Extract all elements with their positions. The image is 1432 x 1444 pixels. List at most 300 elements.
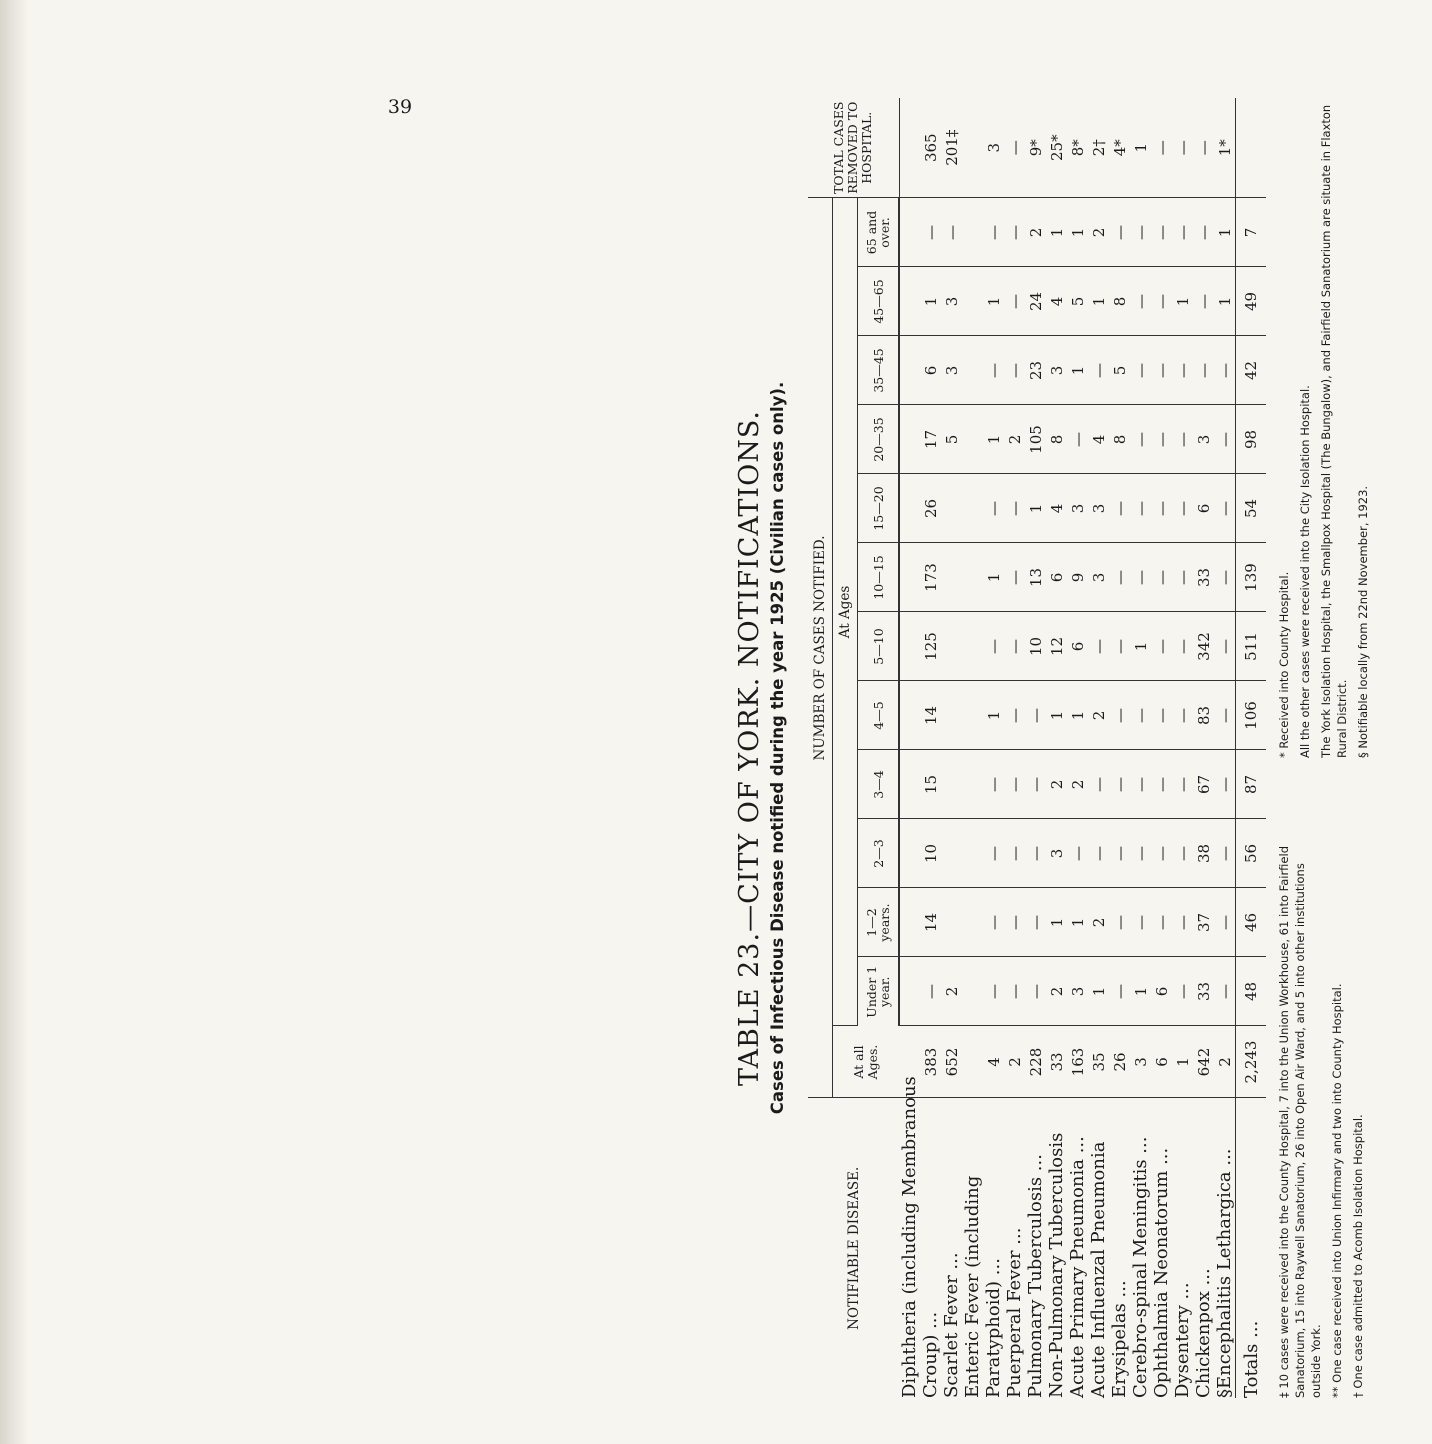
age-band-count: 3 — [1067, 474, 1088, 543]
disease-name: Non-Pulmonary Tuberculosis — [1046, 1098, 1067, 1398]
age-band-count: — — [1130, 336, 1151, 405]
age-band-count: — — [1004, 543, 1025, 612]
age-band-count: 3 — [1046, 336, 1067, 405]
hospital-count: 9* — [1025, 98, 1046, 198]
total-all-ages: 1 — [1172, 1026, 1193, 1098]
age-band-count: 105 — [1025, 405, 1046, 474]
age-band-count: 1 — [1172, 267, 1193, 336]
total-all-ages: 228 — [1025, 1026, 1046, 1098]
age-band-count: — — [1004, 888, 1025, 957]
age-band-count: 8 — [1109, 405, 1130, 474]
age-band-count — [941, 819, 962, 888]
header-age-band: 35—45 — [858, 336, 900, 405]
age-band-count: 26 — [920, 474, 941, 543]
age-band-count: — — [1004, 267, 1025, 336]
age-band-count: 1 — [983, 405, 1004, 474]
header-age-band: 3—4 — [858, 750, 900, 819]
age-band-count — [941, 474, 962, 543]
header-age-band: 4—5 — [858, 681, 900, 750]
footnote: ‡ 10 cases were received into the County Hospital, 7 into the Union Workhouse, 61 into Fairfield Sanatorium, 15 into Raywell Sanatorium, 26 into Open Air Ward, and 5 into other institutions outside York. — [1277, 846, 1323, 1398]
age-band-count: — — [983, 198, 1004, 267]
age-band-count: 2 — [941, 957, 962, 1026]
table-title: TABLE 23.—CITY OF YORK. NOTIFICATIONS. — [734, 410, 765, 1086]
age-band-count: — — [1109, 543, 1130, 612]
age-band-count: — — [1193, 198, 1214, 267]
hospital-count — [962, 98, 983, 198]
age-band-count: — — [1025, 957, 1046, 1026]
age-band-count: — — [1109, 198, 1130, 267]
age-band-count: 2 — [1046, 957, 1067, 1026]
age-band-count: 125 — [920, 612, 941, 681]
hospital-count: 1 — [1130, 98, 1151, 198]
age-band-count: — — [1151, 819, 1172, 888]
header-age-band: 5—10 — [858, 612, 900, 681]
age-band-count: 83 — [1193, 681, 1214, 750]
age-band-count — [962, 957, 983, 1026]
age-band-count: 5 — [1109, 336, 1130, 405]
age-band-count — [899, 888, 920, 957]
age-band-count: 2 — [1088, 198, 1109, 267]
age-band-total: 54 — [1236, 474, 1267, 543]
age-band-count: 173 — [920, 543, 941, 612]
footnote: The York Isolation Hospital, the Smallpox Hospital (The Bungalow), and Fairfield Sanatorium are situate in Flaxton Rural District. — [1319, 104, 1349, 758]
age-band-count: 6 — [1046, 543, 1067, 612]
age-band-total: 46 — [1236, 888, 1267, 957]
age-band-count — [899, 405, 920, 474]
hospital-count: 2† — [1088, 98, 1109, 198]
table-row — [920, 98, 941, 1398]
age-band-count — [899, 474, 920, 543]
age-band-count: 4 — [1046, 474, 1067, 543]
age-band-count — [941, 543, 962, 612]
age-band-count: — — [1004, 750, 1025, 819]
age-band-total: 511 — [1236, 612, 1267, 681]
age-band-count: 1 — [1025, 474, 1046, 543]
age-band-count: — — [1088, 819, 1109, 888]
header-at-all-ages: At all Ages. — [851, 1044, 880, 1080]
disease-name: Acute Influenzal Pneumonia — [1088, 1098, 1109, 1398]
age-band-count: 2 — [1046, 750, 1067, 819]
total-all-ages: 3 — [1130, 1026, 1151, 1098]
total-all-ages: 26 — [1109, 1026, 1130, 1098]
disease-name: Ophthalmia Neonatorum ... — [1151, 1098, 1172, 1398]
age-band-count: 4 — [1088, 405, 1109, 474]
age-band-count: 2 — [1088, 888, 1109, 957]
header-age-band: 20—35 — [858, 405, 900, 474]
age-band-count: — — [1109, 888, 1130, 957]
age-band-count: — — [1151, 405, 1172, 474]
header-age-band: Under 1 year. — [858, 957, 900, 1026]
age-band-count: 10 — [1025, 612, 1046, 681]
age-band-count: 1 — [983, 267, 1004, 336]
hospital-count: 201‡ — [941, 98, 962, 198]
age-band-count: — — [1109, 750, 1130, 819]
total-all-ages: 642 — [1193, 1026, 1214, 1098]
age-band-count: — — [1214, 681, 1236, 750]
age-band-count — [941, 681, 962, 750]
age-band-count: 3 — [941, 267, 962, 336]
age-band-count — [962, 543, 983, 612]
age-band-count: — — [1130, 405, 1151, 474]
table-row — [1067, 98, 1088, 1398]
footnotes-right — [1276, 98, 1376, 758]
age-band-count: — — [1130, 819, 1151, 888]
age-band-count — [962, 336, 983, 405]
total-all-ages: 4 — [983, 1026, 1004, 1098]
age-band-count: 1 — [1046, 198, 1067, 267]
age-band-count: — — [1130, 474, 1151, 543]
age-band-count — [899, 198, 920, 267]
age-band-count: 1 — [920, 267, 941, 336]
header-age-band: 15—20 — [858, 474, 900, 543]
footnote: * Received into County Hospital. — [1277, 571, 1291, 758]
age-band-count: — — [1004, 957, 1025, 1026]
scan-edge-shadow — [0, 0, 28, 1444]
disease-name: Chickenpox ... — [1193, 1098, 1214, 1398]
age-band-count: — — [1172, 750, 1193, 819]
disease-name: Pulmonary Tuberculosis ... — [1025, 1098, 1046, 1398]
age-band-count: 1 — [1214, 267, 1236, 336]
age-band-count: — — [1130, 681, 1151, 750]
age-band-count: — — [1214, 750, 1236, 819]
header-disease: NOTIFIABLE DISEASE. — [808, 1098, 899, 1398]
age-band-count: — — [1172, 957, 1193, 1026]
age-band-count: — — [1214, 612, 1236, 681]
age-band-count: — — [1151, 612, 1172, 681]
age-band-count — [899, 543, 920, 612]
totals-label: Totals ... — [1236, 1098, 1267, 1398]
age-band-count: 3 — [1193, 405, 1214, 474]
age-band-count: — — [1109, 681, 1130, 750]
disease-name: Scarlet Fever ... — [941, 1098, 962, 1398]
age-band-count: — — [1109, 957, 1130, 1026]
total-all-ages: 33 — [1046, 1026, 1067, 1098]
age-band-count: — — [1025, 819, 1046, 888]
age-band-count: — — [1025, 681, 1046, 750]
age-band-count: — — [1151, 750, 1172, 819]
table-subtitle: Cases of Infectious Disease notified during the year 1925 (Civilian cases only). — [768, 381, 787, 1115]
total-all-ages: 163 — [1067, 1026, 1088, 1098]
age-band-count — [899, 750, 920, 819]
age-band-count — [962, 819, 983, 888]
age-band-count — [941, 888, 962, 957]
age-band-count: — — [1067, 819, 1088, 888]
age-band-count: 3 — [1088, 543, 1109, 612]
age-band-count — [962, 681, 983, 750]
hospital-count: 4* — [1109, 98, 1130, 198]
table-row — [983, 98, 1004, 1398]
age-band-count: — — [1214, 543, 1236, 612]
footnote: ** One case received into Union Infirmary and two into County Hospital. — [1330, 983, 1344, 1398]
age-band-count: — — [983, 819, 1004, 888]
age-band-count: 3 — [1067, 957, 1088, 1026]
table-row — [1214, 98, 1236, 1398]
footnote: All the other cases were received into the City Isolation Hospital. — [1298, 385, 1312, 758]
age-band-count — [962, 198, 983, 267]
age-band-count: — — [1172, 336, 1193, 405]
age-band-count: — — [1172, 198, 1193, 267]
age-band-count: 6 — [920, 336, 941, 405]
footnote: † One case admitted to Acomb Isolation Hospital. — [1351, 1114, 1365, 1398]
age-band-count: 38 — [1193, 819, 1214, 888]
header-cases-notified: NUMBER OF CASES NOTIFIED. — [808, 198, 833, 1098]
table-row — [1172, 98, 1193, 1398]
age-band-total: 56 — [1236, 819, 1267, 888]
age-band-count: 33 — [1193, 543, 1214, 612]
disease-name: Puerperal Fever ... — [1004, 1098, 1025, 1398]
age-band-count: 2 — [1067, 750, 1088, 819]
age-band-count: 14 — [920, 888, 941, 957]
age-band-count: 1 — [1046, 681, 1067, 750]
age-band-count: — — [1172, 819, 1193, 888]
age-band-count — [899, 681, 920, 750]
header-age-band: 65 and over. — [858, 198, 900, 267]
age-band-count: — — [983, 336, 1004, 405]
age-band-count: — — [1088, 750, 1109, 819]
total-all-ages: 35 — [1088, 1026, 1109, 1098]
age-band-count — [962, 474, 983, 543]
age-band-count: — — [1130, 198, 1151, 267]
age-band-count: — — [983, 474, 1004, 543]
hospital-count: 8* — [1067, 98, 1088, 198]
age-band-count: 15 — [920, 750, 941, 819]
age-band-count: — — [1130, 543, 1151, 612]
age-band-count: — — [1214, 819, 1236, 888]
age-band-count: 17 — [920, 405, 941, 474]
rotated-page-content — [732, 98, 1432, 1398]
age-band-count: 5 — [1067, 267, 1088, 336]
disease-name: Acute Primary Pneumonia ... — [1067, 1098, 1088, 1398]
hospital-count: 3 — [983, 98, 1004, 198]
age-band-count: 2 — [1025, 198, 1046, 267]
age-band-count: — — [1214, 405, 1236, 474]
header-at-ages: At Ages — [833, 198, 858, 1026]
age-band-count: — — [1004, 336, 1025, 405]
age-band-count: — — [1172, 681, 1193, 750]
age-band-count: 12 — [1046, 612, 1067, 681]
age-band-count: — — [983, 957, 1004, 1026]
age-band-count: — — [1109, 819, 1130, 888]
hospital-count: 1* — [1214, 98, 1236, 198]
grand-total: 2,243 — [1236, 1026, 1267, 1098]
age-band-count: — — [983, 750, 1004, 819]
age-band-total: 48 — [1236, 957, 1267, 1026]
age-band-count — [899, 612, 920, 681]
table-row — [1193, 98, 1214, 1398]
table-row — [1130, 98, 1151, 1398]
hospital-count: — — [1193, 98, 1214, 198]
age-band-count: 6 — [1067, 612, 1088, 681]
age-band-count: 10 — [920, 819, 941, 888]
age-band-count: 5 — [941, 405, 962, 474]
age-band-count: — — [1151, 543, 1172, 612]
age-band-count: — — [1130, 267, 1151, 336]
age-band-count: 1 — [1046, 888, 1067, 957]
age-band-count: 24 — [1025, 267, 1046, 336]
age-band-count: 3 — [1088, 474, 1109, 543]
total-all-ages: 2 — [1004, 1026, 1025, 1098]
header-removed-to-hospital: TOTAL CASES REMOVED TO HOSPITAL. — [808, 98, 899, 198]
footnote: § Notifiable locally from 22nd November, 1923. — [1356, 485, 1370, 758]
age-band-count: — — [1214, 474, 1236, 543]
age-band-count: — — [1130, 750, 1151, 819]
age-band-count: 6 — [1151, 957, 1172, 1026]
age-band-count — [899, 267, 920, 336]
disease-name: Enteric Fever (including — [962, 1098, 983, 1398]
age-band-count: 13 — [1025, 543, 1046, 612]
age-band-count: — — [1004, 612, 1025, 681]
age-band-count: 1 — [1214, 198, 1236, 267]
table-row — [941, 98, 962, 1398]
age-band-count — [962, 612, 983, 681]
age-band-count: — — [1130, 888, 1151, 957]
header-age-band: 10—15 — [858, 543, 900, 612]
hospital-count — [899, 98, 920, 198]
age-band-count: — — [1151, 681, 1172, 750]
age-band-count: 1 — [983, 681, 1004, 750]
age-band-count: 67 — [1193, 750, 1214, 819]
table-row — [962, 98, 983, 1398]
table-row — [1088, 98, 1109, 1398]
age-band-count: — — [1088, 612, 1109, 681]
age-band-count: 3 — [941, 336, 962, 405]
age-band-count: 8 — [1109, 267, 1130, 336]
age-band-total: 49 — [1236, 267, 1267, 336]
age-band-count: 1 — [1067, 198, 1088, 267]
age-band-count: 2 — [1004, 405, 1025, 474]
age-band-count: — — [1004, 474, 1025, 543]
age-band-count: — — [1067, 405, 1088, 474]
hospital-count: — — [1004, 98, 1025, 198]
age-band-count: 1 — [1088, 267, 1109, 336]
age-band-total: 7 — [1236, 198, 1267, 267]
age-band-count — [899, 957, 920, 1026]
age-band-count — [962, 267, 983, 336]
table-row — [1109, 98, 1130, 1398]
disease-name: Dysentery ... — [1172, 1098, 1193, 1398]
age-band-count: 23 — [1025, 336, 1046, 405]
age-band-count — [962, 888, 983, 957]
age-band-count: — — [1172, 405, 1193, 474]
header-age-band: 1—2 years. — [858, 888, 900, 957]
disease-name: §Encephalitis Lethargica ... — [1214, 1098, 1236, 1398]
age-band-count: — — [920, 198, 941, 267]
age-band-total: 106 — [1236, 681, 1267, 750]
age-band-count: — — [1193, 267, 1214, 336]
age-band-total: 42 — [1236, 336, 1267, 405]
age-band-count: 3 — [1046, 819, 1067, 888]
age-band-count — [899, 819, 920, 888]
table-row — [1025, 98, 1046, 1398]
age-band-count — [962, 750, 983, 819]
header-age-band: 45—65 — [858, 267, 900, 336]
hospital-count: 25* — [1046, 98, 1067, 198]
age-band-count: — — [1151, 888, 1172, 957]
age-band-count: — — [1109, 612, 1130, 681]
age-band-count: — — [1193, 336, 1214, 405]
age-band-count: 14 — [920, 681, 941, 750]
disease-name: Paratyphoid) ... — [983, 1098, 1004, 1398]
age-band-count: — — [1214, 957, 1236, 1026]
age-band-count — [962, 405, 983, 474]
age-band-count — [941, 750, 962, 819]
age-band-total: 98 — [1236, 405, 1267, 474]
age-band-count: — — [1172, 474, 1193, 543]
age-band-count: — — [1172, 543, 1193, 612]
age-band-count: — — [983, 612, 1004, 681]
hospital-count: — — [1172, 98, 1193, 198]
table-row — [1151, 98, 1172, 1398]
age-band-count: — — [1004, 198, 1025, 267]
age-band-count: 1 — [1067, 888, 1088, 957]
age-band-count: 8 — [1046, 405, 1067, 474]
age-band-count: — — [1172, 612, 1193, 681]
hospital-count: — — [1151, 98, 1172, 198]
age-band-count: 1 — [1130, 957, 1151, 1026]
age-band-count: — — [1214, 888, 1236, 957]
age-band-count: 1 — [1088, 957, 1109, 1026]
table-row — [899, 98, 920, 1398]
age-band-count: — — [941, 198, 962, 267]
age-band-count: — — [1151, 474, 1172, 543]
table-row — [1004, 98, 1025, 1398]
total-all-ages: 2 — [1214, 1026, 1236, 1098]
age-band-count: — — [1004, 819, 1025, 888]
total-all-ages: 652 — [941, 1026, 962, 1098]
page-number: 39 — [387, 96, 413, 118]
age-band-count: 9 — [1067, 543, 1088, 612]
age-band-count: 2 — [1088, 681, 1109, 750]
totals-row — [1236, 98, 1267, 1398]
age-band-count: 1 — [1067, 681, 1088, 750]
total-all-ages: 6 — [1151, 1026, 1172, 1098]
age-band-count: 4 — [1046, 267, 1067, 336]
age-band-count: — — [1109, 474, 1130, 543]
disease-name: Diphtheria (including Membranous — [899, 1076, 920, 1398]
disease-name: Croup) ... — [920, 1098, 941, 1398]
total-all-ages — [962, 1026, 983, 1098]
age-band-count: — — [1172, 888, 1193, 957]
age-band-count — [941, 612, 962, 681]
age-band-count: — — [1025, 888, 1046, 957]
age-band-count: — — [920, 957, 941, 1026]
age-band-count: — — [1004, 681, 1025, 750]
hospital-total — [1236, 98, 1267, 198]
disease-name: Cerebro-spinal Meningitis ... — [1130, 1098, 1151, 1398]
disease-name: Erysipelas ... — [1109, 1098, 1130, 1398]
age-band-count: 1 — [983, 543, 1004, 612]
age-band-count: — — [983, 888, 1004, 957]
age-band-count: — — [1151, 198, 1172, 267]
footnotes-left — [1276, 838, 1371, 1398]
age-band-count: 33 — [1193, 957, 1214, 1026]
total-all-ages: 383 — [920, 1026, 941, 1098]
age-band-count: — — [1151, 267, 1172, 336]
notifications-table — [808, 98, 1266, 1398]
age-band-total: 87 — [1236, 750, 1267, 819]
age-band-count: 6 — [1193, 474, 1214, 543]
age-band-count: 1 — [1067, 336, 1088, 405]
age-band-count — [899, 336, 920, 405]
age-band-count: — — [1088, 336, 1109, 405]
age-band-count: 37 — [1193, 888, 1214, 957]
age-band-total: 139 — [1236, 543, 1267, 612]
age-band-count: — — [1025, 750, 1046, 819]
header-age-band: 2—3 — [858, 819, 900, 888]
hospital-count: 365 — [920, 98, 941, 198]
table-row — [1046, 98, 1067, 1398]
age-band-count: — — [1151, 336, 1172, 405]
